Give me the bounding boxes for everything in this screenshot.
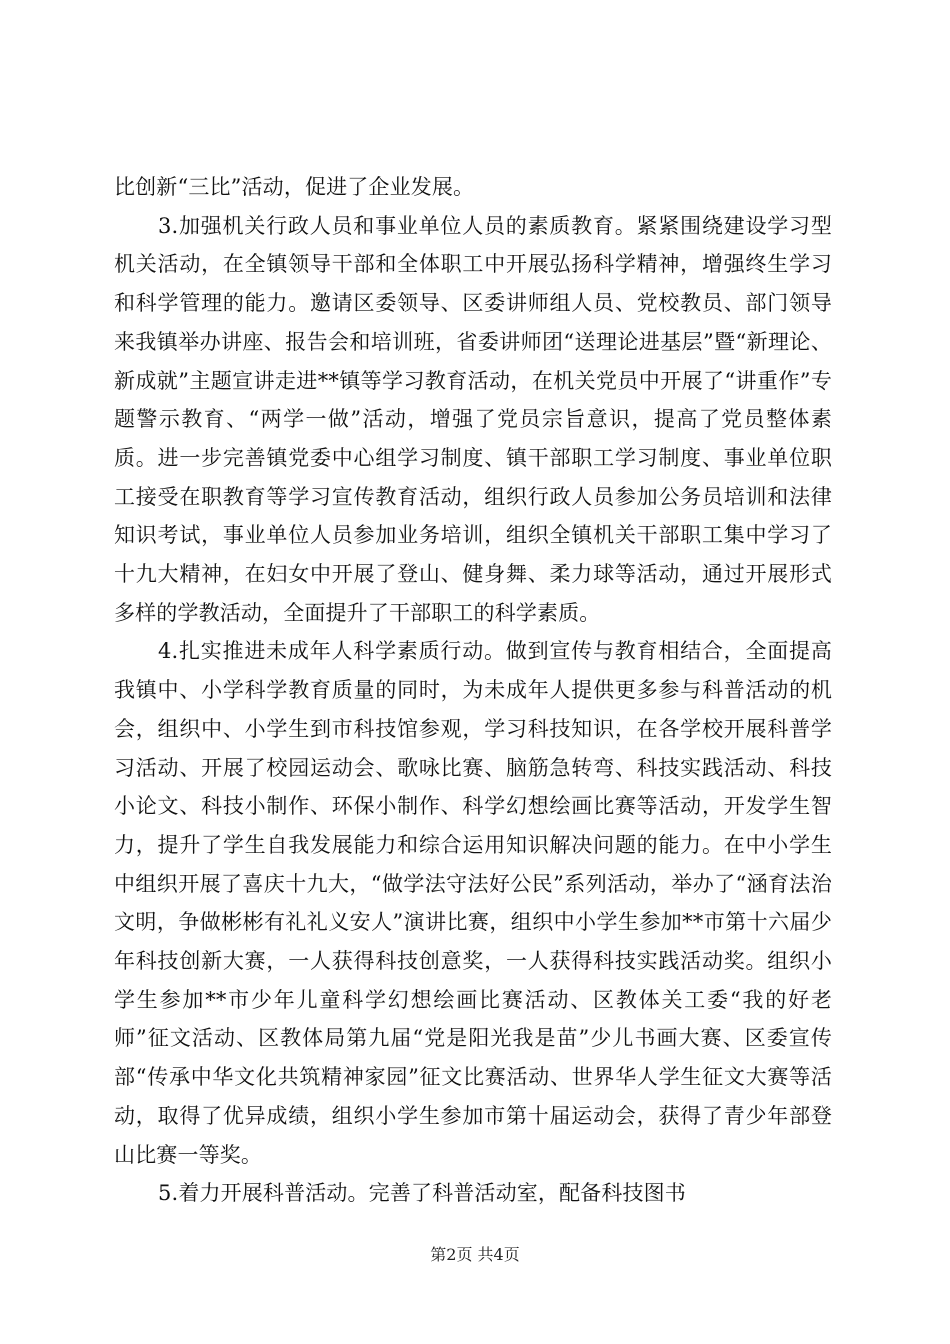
paragraph-continuation: 比创新“三比”活动，促进了企业发展。: [114, 175, 475, 199]
paragraph-item-3: 3.加强机关行政人员和事业单位人员的素质教育。紧紧围绕建设学习型机关活动，在全镇领导干部和全体职工中开展弘扬科学精神，增强终生学习和科学管理的能力。邀请区委领导、区委讲师组人员、党校教员、部门领导来我镇举办讲座、报告会和培训班，省委讲师团“送理论进基层”暨“新理论、新成就”主题宣讲走进**镇等学习教育活动，在机关党员中开展了“讲重作”专题警示教育、“两学一做”活动，增强了党员宗旨意识，提高了党员整体素质。进一步完善镇党委中心组学习制度、镇干部职工学习制度、事业单位职工接受在职教育等学习宣传教育活动，组织行政人员参加公务员培训和法律知识考试，事业单位人员参加业务培训，组织全镇机关干部职工集中学习了十九大精神，在妇女中开展了登山、健身舞、柔力球等活动，通过开展形式多样的学教活动，全面提升了干部职工的科学素质。: [114, 213, 832, 625]
paragraph-item-5: 5.着力开展科普活动。完善了科普活动室，配备科技图书: [158, 1181, 686, 1206]
paragraph-item-4: 4.扎实推进未成年人科学素质行动。做到宣传与教育相结合，全面提高我镇中、小学科学教育质量的同时，为未成年人提供更多参与科普活动的机会，组织中、小学生到市科技馆参观，学习科技知识，在各学校开展科普学习活动、开展了校园运动会、歌咏比赛、脑筋急转弯、科技实践活动、科技小论文、科技小制作、环保小制作、科学幻想绘画比赛等活动，开发学生智力，提升了学生自我发展能力和综合运用知识解决问题的能力。在中小学生中组织开展了喜庆十九大，“做学法守法好公民”系列活动，举办了“涵育法治文明，争做彬彬有礼礼义安人”演讲比赛，组织中小学生参加**市第十六届少年科技创新大赛，一人获得科技创意奖，一人获得科技实践活动奖。组织小学生参加**市少年儿童科学幻想绘画比赛活动、区教体关工委“我的好老师”征文活动、区教体局第九届“党是阳光我是苗”少儿书画大赛、区委宣传部“传承中华文化共筑精神家园”征文比赛活动、世界华人学生征文大赛等活动，取得了优异成绩，组织小学生参加市第十届运动会，获得了青少年部登山比赛一等奖。: [114, 639, 832, 1167]
page-footer: 第2页 共4页: [430, 1245, 520, 1264]
document-body: [114, 168, 832, 1213]
